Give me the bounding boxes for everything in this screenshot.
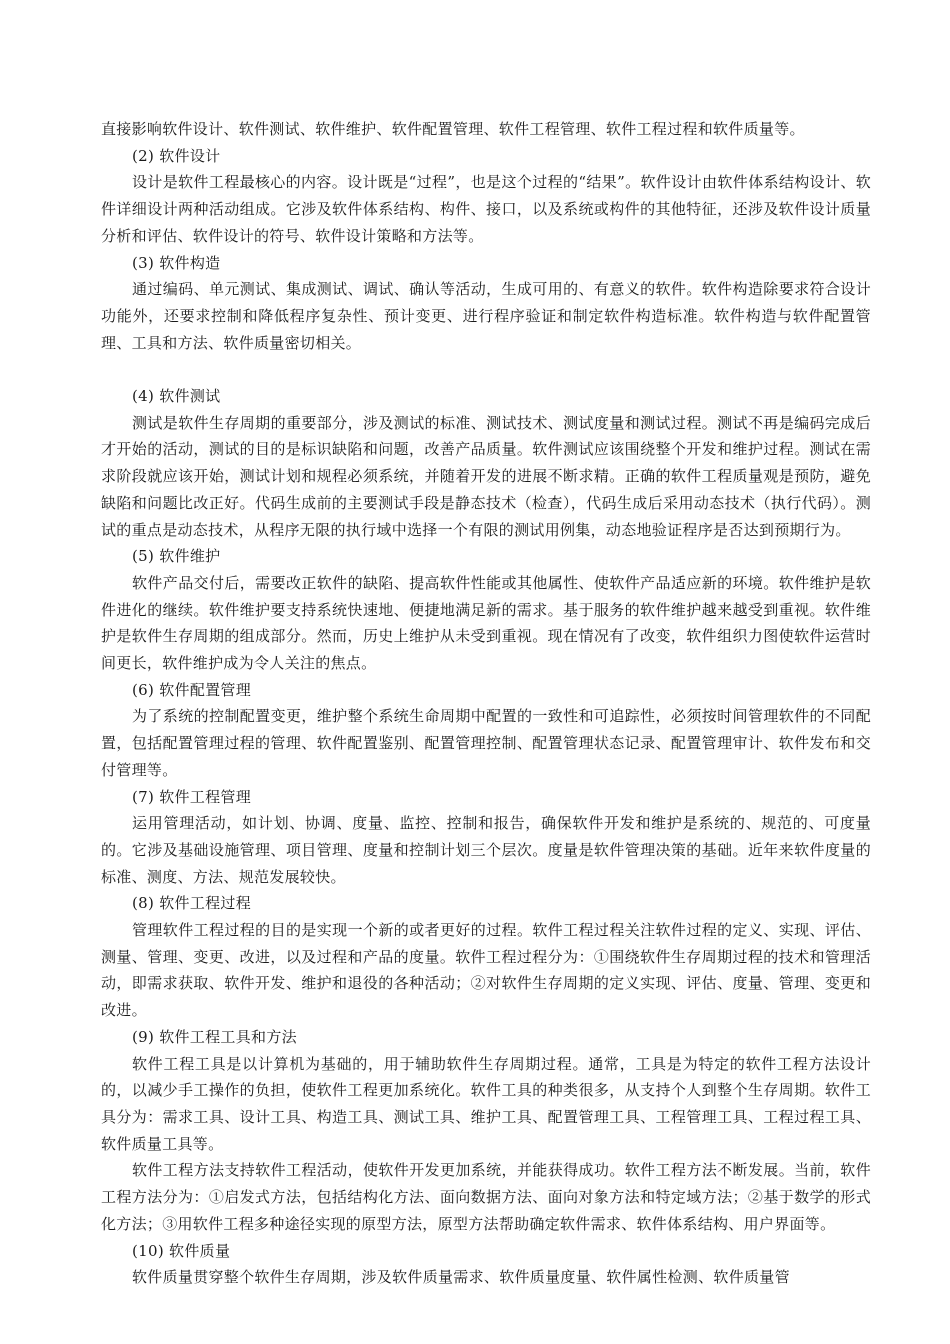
document-page	[101, 116, 871, 1291]
section-heading-engineering-process: (8) 软件工程过程	[132, 894, 252, 913]
paragraph-engineering-management: 运用管理活动，如计划、协调、度量、监控、控制和报告，确保软件开发和维护是系统的、规范的、可度量的。它涉及基础设施管理、项目管理、度量和控制计划三个层次。度量是软件管理决策的基础。近年来软件度量的标准、测度、方法、规范发展较快。	[101, 814, 871, 886]
section-heading-tools-and-methods: (9) 软件工程工具和方法	[132, 1027, 297, 1046]
section-heading-configuration-management: (6) 软件配置管理	[132, 680, 252, 699]
section-heading-software-quality: (10) 软件质量	[132, 1241, 231, 1260]
paragraph-software-design: 设计是软件工程最核心的内容。设计既是“过程”，也是这个过程的“结果”。软件设计由软件体系结构设计、软件详细设计两种活动组成。它涉及软件体系结构、构件、接口，以及系统或构件的其他特征，还涉及软件设计质量分析和评估、软件设计的符号、软件设计策略和方法等。	[101, 173, 871, 245]
section-heading-software-design: (2) 软件设计	[132, 146, 221, 165]
section-heading-engineering-management: (7) 软件工程管理	[132, 787, 252, 806]
paragraph-engineering-process: 管理软件工程过程的目的是实现一个新的或者更好的过程。软件工程过程关注软件过程的定义、实现、评估、测量、管理、变更、改进，以及过程和产品的度量。软件工程过程分为：①围绕软件生存周期过程的技术和管理活动，即需求获取、软件开发、维护和退役的各种活动；②对软件生存周期的定义实现、评估、度量、管理、变更和改进。	[101, 921, 871, 1020]
section-heading-software-testing: (4) 软件测试	[132, 387, 221, 406]
paragraph-tools: 软件工程工具是以计算机为基础的，用于辅助软件生存周期过程。通常，工具是为特定的软件工程方法设计的，以减少手工操作的负担，使软件工程更加系统化。软件工具的种类很多，从支持个人到整个生存周期。软件工具分为：需求工具、设计工具、构造工具、测试工具、维护工具、配置管理工具、工程管理工具、工程过程工具、软件质量工具等。	[101, 1054, 871, 1153]
paragraph-methods: 软件工程方法支持软件工程活动，使软件开发更加系统，并能获得成功。软件工程方法不断发展。当前，软件工程方法分为：①启发式方法，包括结构化方法、面向数据方法、面向对象方法和特定域方法；②基于数学的形式化方法；③用软件工程多种途径实现的原型方法，原型方法帮助确定软件需求、软件体系结构、用户界面等。	[101, 1161, 871, 1233]
section-heading-software-construction: (3) 软件构造	[132, 253, 221, 272]
paragraph-configuration-management: 为了系统的控制配置变更，维护整个系统生命周期中配置的一致性和可追踪性，必须按时间管理软件的不同配置，包括配置管理过程的管理、软件配置鉴别、配置管理控制、配置管理状态记录、配置管理审计、软件发布和交付管理等。	[101, 707, 871, 779]
paragraph-software-maintenance: 软件产品交付后，需要改正软件的缺陷、提高软件性能或其他属性、使软件产品适应新的环境。软件维护是软件进化的继续。软件维护要支持系统快速地、便捷地满足新的需求。基于服务的软件维护越来越受到重视。软件维护是软件生存周期的组成部分。然而，历史上维护从未受到重视。现在情况有了改变，软件组织力图使软件运营时间更长，软件维护成为令人关注的焦点。	[101, 573, 871, 673]
paragraph-1: 直接影响软件设计、软件测试、软件维护、软件配置管理、软件工程管理、软件工程过程和软件质量等。	[101, 120, 805, 138]
paragraph-software-quality: 软件质量贯穿整个软件生存周期，涉及软件质量需求、软件质量度量、软件属性检测、软件质量管	[132, 1268, 790, 1287]
paragraph-software-testing: 测试是软件生存周期的重要部分，涉及测试的标准、测试技术、测试度量和测试过程。测试不再是编码完成后才开始的活动，测试的目的是标识缺陷和问题，改善产品质量。软件测试应该围绕整个开发和维护过程。测试在需求阶段就应该开始，测试计划和规程必须系统，并随着开发的进展不断求精。正确的软件工程质量观是预防，避免缺陷和问题比改正好。代码生成前的主要测试手段是静态技术（检查），代码生成后采用动态技术（执行代码）。测试的重点是动态技术，从程序无限的执行域中选择一个有限的测试用例集，动态地验证程序是否达到预期行为。	[101, 413, 871, 539]
blank-line	[101, 356, 871, 383]
paragraph-software-construction: 通过编码、单元测试、集成测试、调试、确认等活动，生成可用的、有意义的软件。软件构造除要求符合设计功能外，还要求控制和降低程序复杂性、预计变更、进行程序验证和制定软件构造标准。软件构造与软件配置管理、工具和方法、软件质量密切相关。	[101, 280, 871, 352]
section-heading-software-maintenance: (5) 软件维护	[132, 547, 221, 566]
